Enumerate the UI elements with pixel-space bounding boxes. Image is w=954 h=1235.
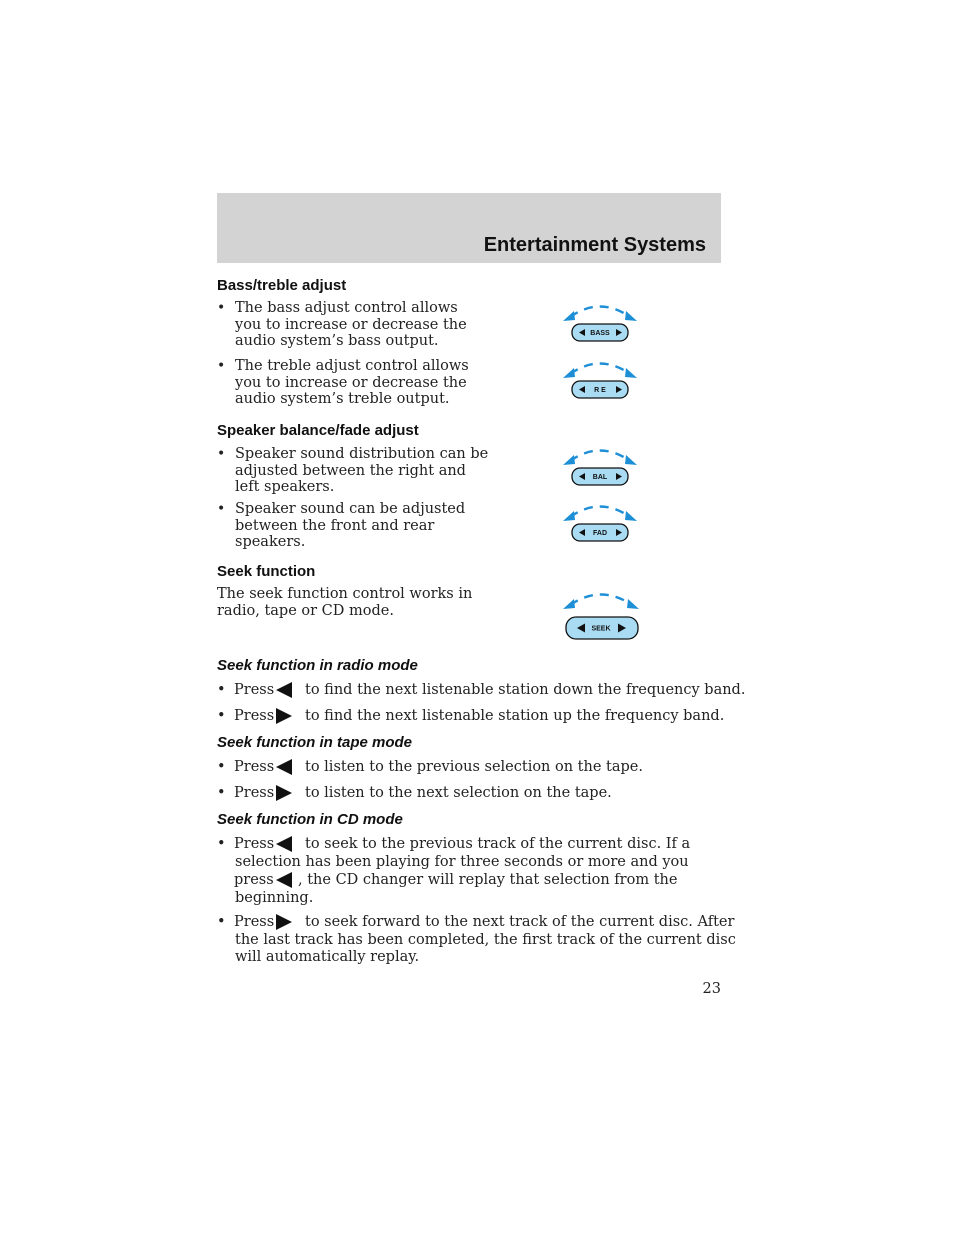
seek-left-triangle-icon [275, 759, 293, 775]
rotate-arrows-icon [570, 307, 630, 318]
seek-knob-label: SEEK [591, 625, 611, 633]
seek-description: The seek function control works in radio, tape or CD mode. [217, 586, 473, 619]
header-band [217, 193, 721, 263]
bullet-dot: • [217, 300, 226, 316]
seek-right-triangle-icon [275, 914, 293, 930]
bullet-dot: • [217, 358, 226, 374]
balance-description: Speaker sound distribution can be adjusted between the right and left speakers. [235, 446, 489, 495]
rotate-arrows-icon [570, 364, 630, 375]
seek-left-triangle-icon [275, 682, 293, 698]
seek-right-triangle-icon [275, 708, 293, 724]
treble-knob-label: R E [594, 387, 606, 394]
page-title: Entertainment Systems [483, 234, 706, 256]
heading-bass-treble: Bass/treble adjust [217, 277, 347, 294]
balance-control-knob [560, 444, 642, 490]
fade-knob-label: FAD [593, 530, 607, 537]
manual-page: Entertainment Systems Bass/treble adjust • The bass adjust control allows you to increase or decrease the audio system’s bass output. • The treble adjust control allows you to increase or decrease the audio system’s treble output. Speaker balance/fade adjust • Speaker sound distribution can be adjusted between the right and left speakers. • Speaker sound can be adjusted between the front and rear speakers. Seek function The seek function control works in radio, tape or CD mode. BASS R E BAL FAD SEEK Seek function in radio mode • Press to find the next listenable station down the frequency band. • Press to find the next listenable station up the frequency band. Seek function in tape mode • Press to listen to the previous selection on the tape. • Press to listen to the next selection on the tape. Seek function in CD mode • Press to seek to the previous track of the current disc. If a selection has been playing for three seconds or more and you press , the CD changer will replay that selection from the beginning. • Press to seek forward to the next track of the current disc. After the last track has been completed, the first track of the current disc will automatically replay. 23 [0, 0, 954, 1235]
cd-seek-previous-continued: selection has been playing for three seconds or more and you [235, 854, 689, 870]
seek-right-triangle-icon [275, 785, 293, 801]
rotate-arrows-icon [570, 595, 632, 606]
fade-description: Speaker sound can be adjusted between the front and rear speakers. [235, 501, 466, 550]
cd-seek-next-continued: the last track has been completed, the first track of the current disc will automatically replay. [235, 932, 736, 965]
heading-balance-fade: Speaker balance/fade adjust [217, 422, 419, 439]
treble-description: The treble adjust control allows you to increase or decrease the audio system’s treble output. [235, 358, 469, 407]
heading-cd-mode: Seek function in CD mode [217, 811, 403, 828]
bullet-dot: • [217, 446, 226, 462]
page-number: 23 [702, 981, 721, 997]
rotate-arrows-icon [570, 507, 630, 518]
bass-description: The bass adjust control allows you to increase or decrease the audio system’s bass output. [235, 300, 467, 349]
heading-tape-mode: Seek function in tape mode [217, 734, 413, 751]
seek-control-knob [560, 588, 644, 642]
treble-control-knob [560, 357, 642, 403]
bass-knob-label: BASS [590, 330, 610, 337]
seek-left-triangle-icon [275, 872, 293, 888]
rotate-arrows-icon [570, 451, 630, 462]
balance-knob-label: BAL [592, 474, 608, 481]
bullet-dot: • [217, 501, 226, 517]
cd-seek-previous-end: beginning. [235, 890, 314, 906]
fade-control-knob [560, 500, 642, 546]
heading-seek-function: Seek function [217, 563, 316, 580]
bass-control-knob [560, 300, 642, 346]
heading-radio-mode: Seek function in radio mode [217, 657, 418, 674]
seek-left-triangle-icon [275, 836, 293, 852]
